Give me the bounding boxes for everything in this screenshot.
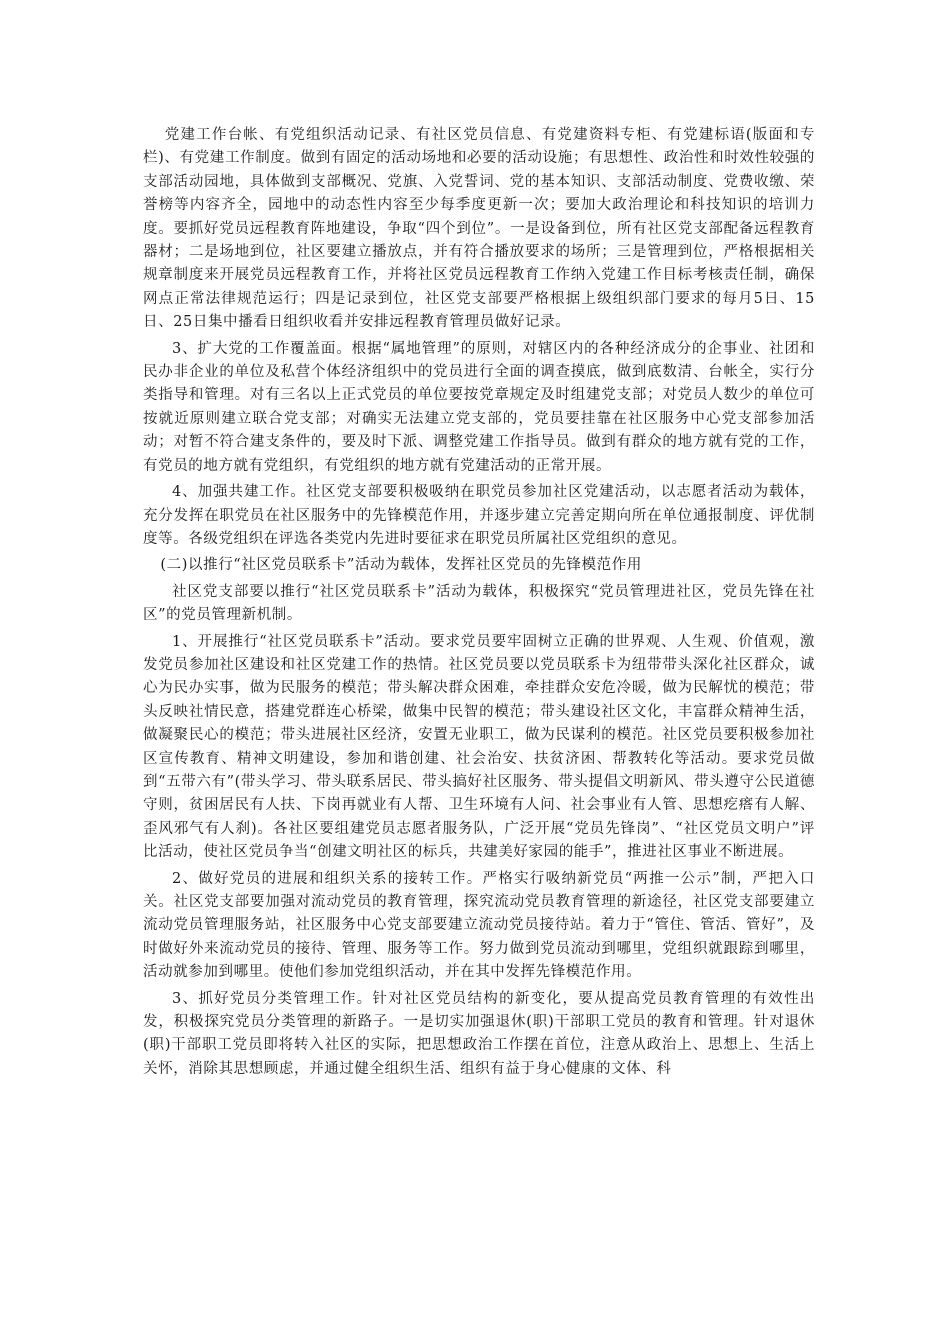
paragraph-member-transfer: 2、做好党员的进展和组织关系的接转工作。严格实行吸纳新党员“两推一公示”制，严把入口关。社区党支部要加强对流动党员的教育管理，探究流动党员教育管理的新途径，社区党支部要建立流动党员管理服务站，社区服务中心党支部要建立流动党员接待站。着力于“管住、管活、管好”，及时做好外来流动党员的接待、管理、服务等工作。努力做到党员流动到哪里，党组织就跟踪到哪里，活动就参加到哪里。使他们参加党组织活动，并在其中发挥先锋模范作用。 [143, 870, 815, 981]
section-heading-contact-card: (二)以推行“社区党员联系卡”活动为载体，发挥社区党员的先锋模范作用 [160, 557, 642, 574]
paragraph-classified-management: 3、抓好党员分类管理工作。针对社区党员结构的新变化，要从提高党员教育管理的有效性出发，积极探究党员分类管理的新路子。一是切实加强退休(职)干部职工党员的教育和管理。针对退休(职)干部职工党员即将转入社区的实际，把思想政治工作摆在首位，注意从政治上、思想上、生活上关怀，消除其思想顾虑，并通过健全组织生活、组织有益于身心健康的文体、科 [143, 990, 815, 1077]
paragraph-contact-card-activity: 1、开展推行“社区党员联系卡”活动。要求党员要牢固树立正确的世界观、人生观、价值观，激发党员参加社区建设和社区党建工作的热情。社区党员要以党员联系卡为纽带带头深化社区群众，诚心为民办实事，做为民服务的模范；带头解决群众困难，牵挂群众安危冷暖，做为民解忧的模范；带头反映社情民意，搭建党群连心桥梁，做集中民智的模范；带头建设社区文化，丰富群众精神生活，做凝聚民心的模范；带头进展社区经济，安置无业职工，做为民谋利的模范。社区党员要积极参加社区宣传教育、精神文明建设，参加和谐创建、社会治安、扶贫济困、帮教转化等活动。要求党员做到“五带六有”(带头学习、带头联系居民、带头搞好社区服务、带头提倡文明新风、带头遵守公民道德守则，贫困居民有人扶、下岗再就业有人帮、卫生环境有人问、社会事业有人管、思想疙瘩有人解、歪风邪气有人刹)。各社区要组建党员志愿者服务队，广泛开展“党员先锋岗”、“社区党员文明户”评比活动，使社区党员争当“创建文明社区的标兵，共建美好家园的能手”，推进社区事业不断进展。 [143, 633, 815, 861]
document-page [143, 124, 815, 1081]
paragraph-party-building-records: 党建工作台帐、有党组织活动记录、有社区党员信息、有党建资料专柜、有党建标语(版面和专栏)、有党建工作制度。做到有固定的活动场地和必要的活动设施；有思想性、政治性和时效性较强的支部活动园地，具体做到支部概况、党旗、入党誓词、党的基本知识、支部活动制度、党费收缴、荣誉榜等内容齐全，园地中的动态性内容至少每季度更新一次；要加大政治理论和科技知识的培训力度。要抓好党员远程教育阵地建设，争取“四个到位”。一是设备到位，所有社区党支部配备远程教育器材；二是场地到位，社区要建立播放点，并有符合播放要求的场所；三是管理到位，严格根据相关规章制度来开展党员远程教育工作，并将社区党员远程教育工作纳入党建工作目标考核责任制，确保网点正常法律规范运行；四是记录到位，社区党支部要严格根据上级组织部门要求的每月5日、15日、25日集中播看日组织收看并安排远程教育管理员做好记录。 [143, 127, 815, 331]
paragraph-joint-building: 4、加强共建工作。社区党支部要积极吸纳在职党员参加社区党建活动，以志愿者活动为载体，充分发挥在职党员在社区服务中的先锋模范作用，并逐步建立完善定期向所在单位通报制度、评优制度等。各级党组织在评选各类党内先进时要征求在职党员所属社区党组织的意见。 [143, 484, 815, 547]
paragraph-contact-card-intro: 社区党支部要以推行“社区党员联系卡”活动为载体，积极探究“党员管理进社区，党员先锋在社区”的党员管理新机制。 [143, 583, 815, 624]
paragraph-expand-coverage: 3、扩大党的工作覆盖面。根据“属地管理”的原则，对辖区内的各种经济成分的企事业、社团和民办非企业的单位及私营个体经济组织中的党员进行全面的调查摸底，做到底数清、台帐全，实行分类指导和管理。对有三名以上正式党员的单位要按党章规定及时组建党支部；对党员人数少的单位可按就近原则建立联合党支部；对确实无法建立党支部的，党员要挂靠在社区服务中心党支部参加活动；对暂不符合建支条件的，要及时下派、调整党建工作指导员。做到有群众的地方就有党的工作，有党员的地方就有党组织，有党组织的地方就有党建活动的正常开展。 [143, 340, 815, 474]
